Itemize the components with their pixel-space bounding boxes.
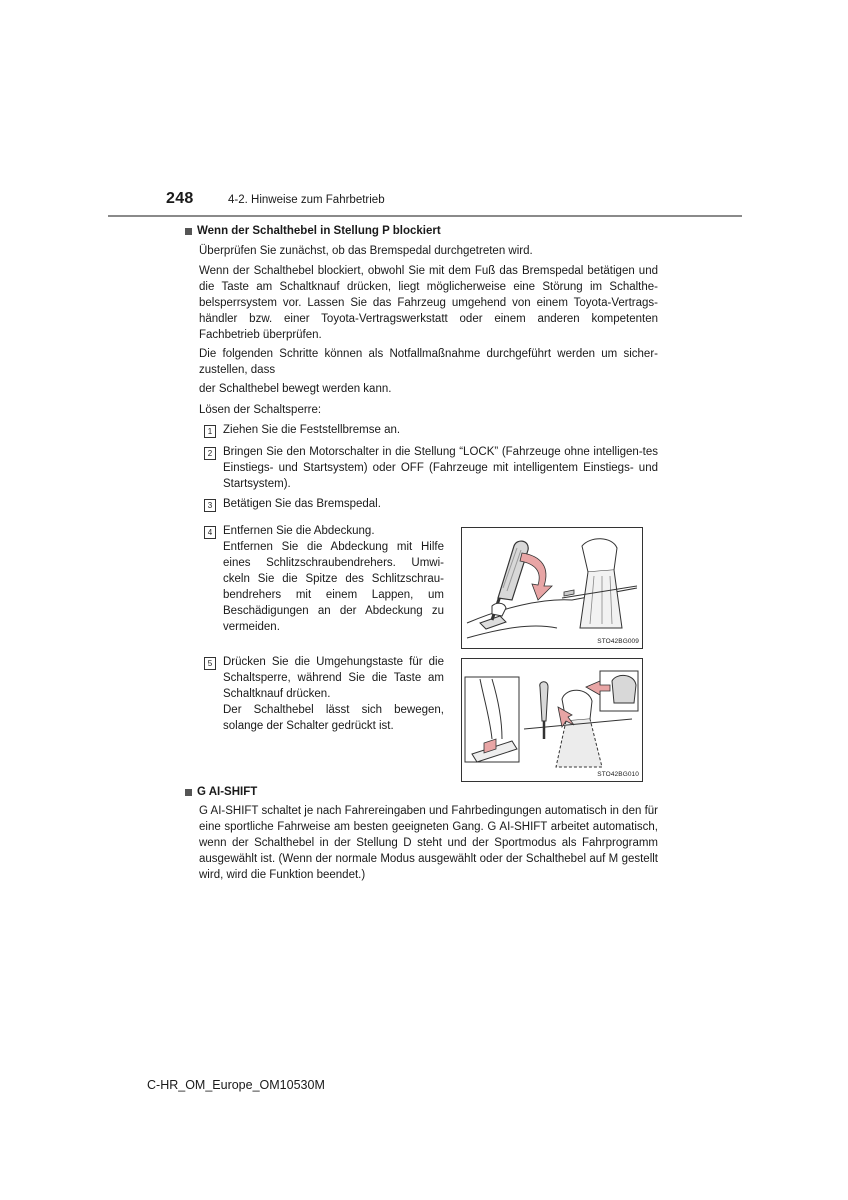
section-heading-shift-lock <box>185 225 441 237</box>
step-text: Betätigen Sie das Bremspedal. <box>223 498 381 510</box>
step-number-box: 5 <box>204 657 216 670</box>
step-detail: Der Schalthebel lässt sich bewegen, solange der Schalter gedrückt ist. <box>223 704 444 732</box>
step-text <box>223 654 444 734</box>
paragraph: G AI-SHIFT schaltet je nach Fahrereingaben und Fahrbedingungen automatisch in den für eine sportliche Fahrweise am besten geeigneten Gang. G AI-SHIFT arbeitet automatisch, wenn der Schalthebel in der Stellung D steht und der Sportmodus als Fahrprogramm ausgewählt ist. (Wenn der normale Modus ausgewählt oder der Schalthebel auf M gestellt wird, wird die Funktion beendet.) <box>199 805 658 881</box>
step-number-box: 3 <box>204 499 216 512</box>
square-bullet-icon <box>185 228 192 235</box>
figure-code: STO42BG010 <box>597 771 639 778</box>
step-title: Entfernen Sie die Abdeckung. <box>223 525 375 537</box>
step-text: Bringen Sie den Motorschalter in die Stellung “LOCK” (Fahrzeuge ohne intelligen-tes Einstiegs- und Startsystem) oder OFF (Fahrzeuge mit intelligentem Einstiegs- und Startsystem). <box>223 446 658 490</box>
running-head: 4-2. Hinweise zum Fahrbetrieb <box>228 194 385 206</box>
step-number-box: 1 <box>204 425 216 438</box>
figure-code: STO42BG009 <box>597 638 639 645</box>
screwdriver-remove-cover-illustration <box>462 528 642 648</box>
figure-remove-cover <box>461 527 643 649</box>
section-title: G AI-SHIFT <box>197 786 258 798</box>
paragraph: der Schalthebel bewegt werden kann. <box>199 383 392 395</box>
section-title: Wenn der Schalthebel in Stellung P blockiert <box>197 225 441 237</box>
step-title: Drücken Sie die Umgehungstaste für die Schaltsperre, während Sie die Taste am Schaltknauf drücken. <box>223 656 444 700</box>
section-heading-ai-shift <box>185 786 257 798</box>
paragraph: Überprüfen Sie zunächst, ob das Bremspedal durchgetreten wird. <box>199 245 533 257</box>
figure-shift-lock-override <box>461 658 643 782</box>
step-number-box: 2 <box>204 447 216 460</box>
paragraph: Die folgenden Schritte können als Notfallmaßnahme durchgeführt werden um sicher-zustellen, dass <box>199 348 658 376</box>
document-code: C-HR_OM_Europe_OM10530M <box>147 1078 325 1092</box>
page-number: 248 <box>166 190 194 207</box>
step-number-box: 4 <box>204 526 216 539</box>
paragraph: Lösen der Schaltsperre: <box>199 404 322 416</box>
step-text <box>223 523 444 635</box>
paragraph: Wenn der Schalthebel blockiert, obwohl Sie mit dem Fuß das Bremspedal betätigen und die Taste am Schaltknauf drücken, liegt möglicherweise eine Störung im Schalthe-belsperrsystem vor. Lassen Sie das Fahrzeug umgehend von einem Toyota-Vertrags-händler bzw. einer Toyota-Vertragswerkstatt oder einem anderen kompetenten Fachbetrieb überprüfen. <box>199 265 658 341</box>
shift-lock-override-illustration <box>462 659 642 781</box>
square-bullet-icon <box>185 789 192 796</box>
step-text: Ziehen Sie die Feststellbremse an. <box>223 424 401 436</box>
header-divider <box>108 215 742 217</box>
step-detail: Entfernen Sie die Abdeckung mit Hilfe eines Schlitzschraubendrehers. Umwi-ckeln Sie die Spitze des Schlitzschrau-bendrehers mit einem Lappen, um Beschädigungen an der Abdeckung zu vermeiden. <box>223 541 444 633</box>
